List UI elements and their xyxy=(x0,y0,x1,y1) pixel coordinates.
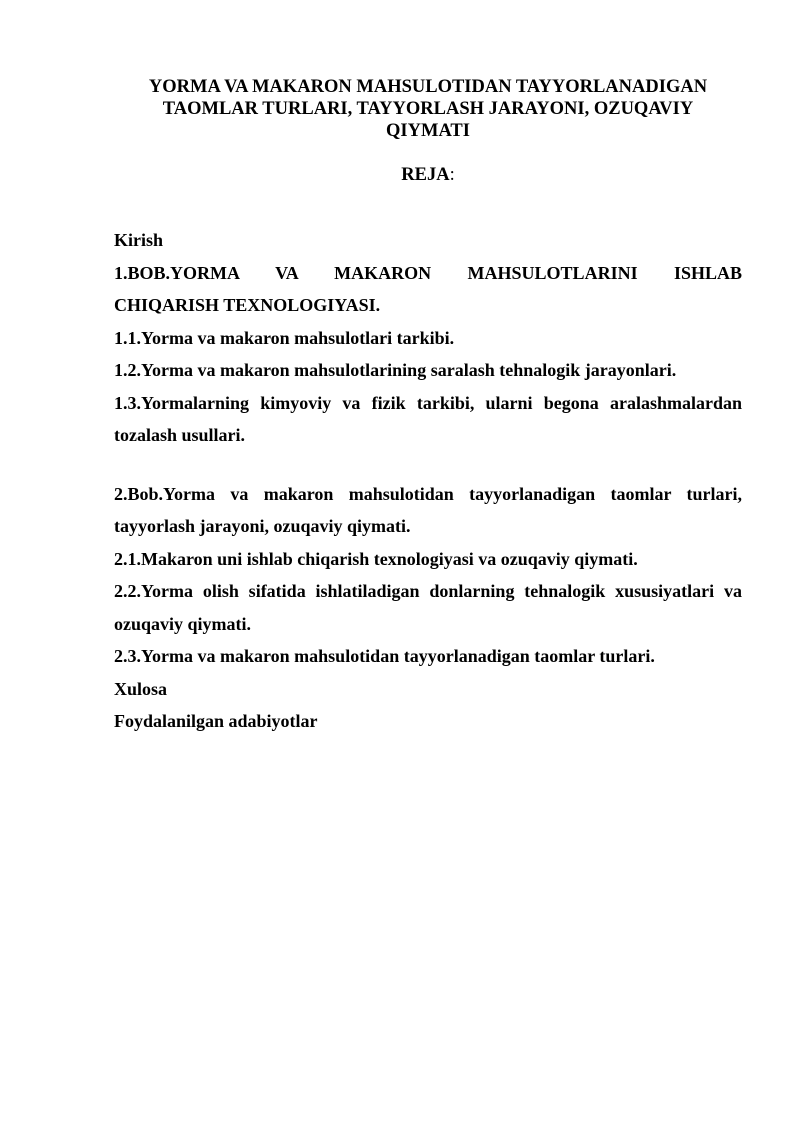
toc-item-chapter-1-cont: CHIQARISH TEXNOLOGIYASI. xyxy=(114,295,381,315)
toc-item-intro: Kirish xyxy=(114,230,164,250)
section-gap xyxy=(114,452,742,478)
table-of-contents xyxy=(114,224,742,738)
toc-item-chapter-1: 1.BOB.YORMA VA MAKARON MAHSULOTLARINI ISHLAB xyxy=(114,262,742,283)
plan-heading xyxy=(114,164,742,186)
plan-label: REJA xyxy=(401,165,450,185)
toc-item-chapter-2: 2.Bob.Yorma va makaron mahsulotidan tayyorlanadigan taomlar turlari, tayyorlash jarayoni, ozuqaviy qiymati. xyxy=(114,483,742,536)
toc-item-references: Foydalanilgan adabiyotlar xyxy=(114,711,318,731)
toc-item-2-3: 2.3.Yorma va makaron mahsulotidan tayyorlanadigan taomlar turlari. xyxy=(114,646,655,666)
toc-item-1-3: 1.3.Yormalarning kimyoviy va fizik tarkibi, ularni begona aralashmalardan tozalash usullari. xyxy=(114,392,742,445)
plan-colon: : xyxy=(449,165,455,185)
toc-item-1-2: 1.2.Yorma va makaron mahsulotlarining saralash tehnalogik jarayonlari. xyxy=(114,360,677,380)
document-title: YORMA VA MAKARON MAHSULOTIDAN TAYYORLANADIGAN TAOMLAR TURLARI, TAYYORLASH JARAYONI, OZUQAVIY QIYMATI xyxy=(148,77,708,141)
document-page xyxy=(114,76,742,738)
toc-item-1-1: 1.1.Yorma va makaron mahsulotlari tarkibi. xyxy=(114,327,455,348)
toc-item-2-2: 2.2.Yorma olish sifatida ishlatiladigan donlarning tehnalogik xususiyatlari va ozuqaviy qiymati. xyxy=(114,581,742,634)
toc-item-conclusion: Xulosa xyxy=(114,678,168,699)
toc-item-2-1: 2.1.Makaron uni ishlab chiqarish texnologiyasi va ozuqaviy qiymati. xyxy=(114,548,638,569)
